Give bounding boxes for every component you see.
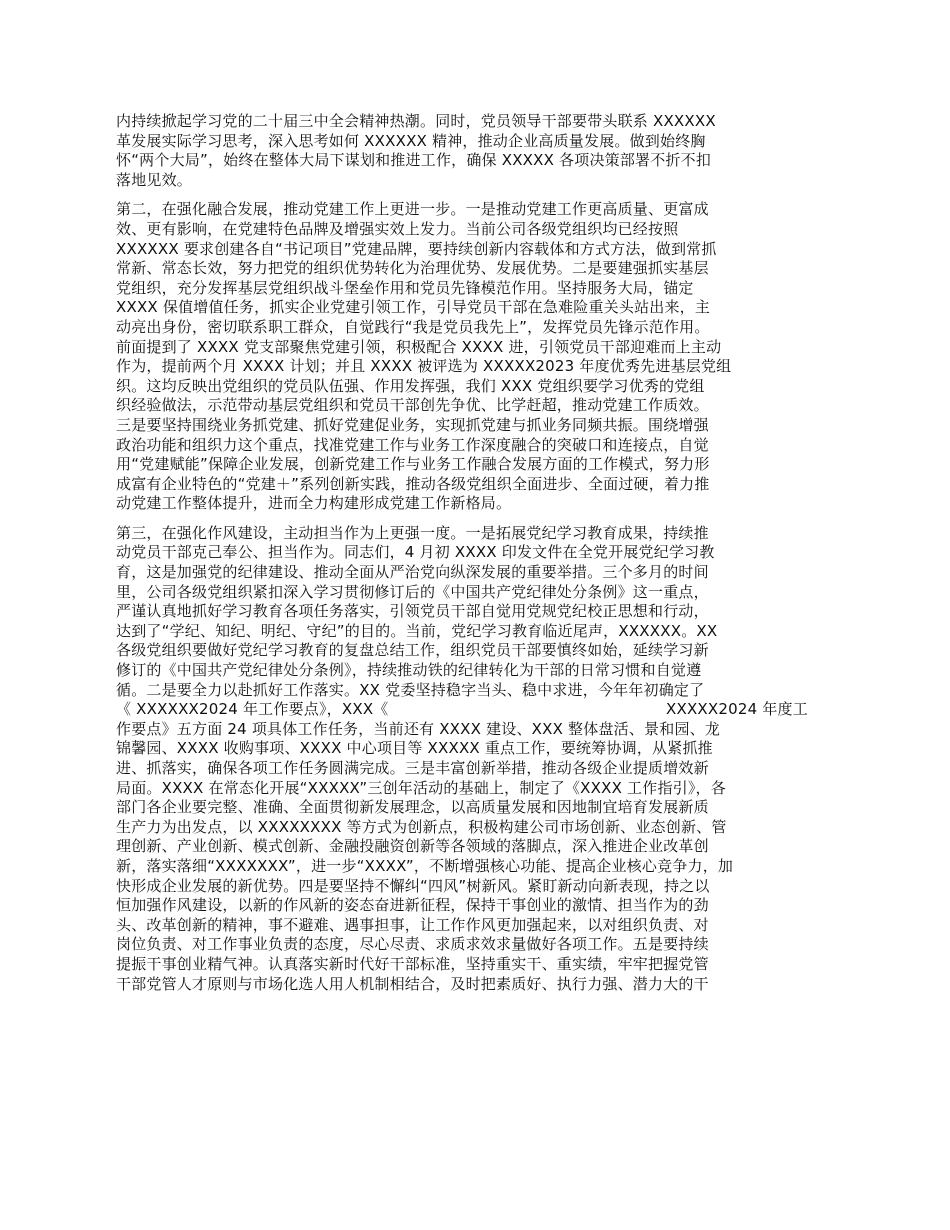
text-line: 政治功能和组织力这个重点，找准党建工作与业务工作深度融合的突破口和连接点，自觉 — [116, 435, 709, 454]
text-line: 干部党管人才原则与市场化选人用人机制相结合，及时把素质好、执行力强、潜力大的干 — [116, 974, 709, 993]
text-line: 织经验做法，示范带动基层党组织和党员干部创先争优、比学赶超，推动党建工作质效。 — [116, 396, 709, 415]
text-line-tail: XXXXX2024 年度工 — [666, 700, 808, 719]
text-line: 动党建工作整体提升，进而全力构建形成党建工作新格局。 — [116, 494, 512, 513]
text-line: 作为，提前两个月 XXXX 计划；并且 XXXX 被评选为 XXXXX2023 年度优秀先进基层党组 — [116, 357, 732, 376]
text-line: 岗位负责、对工作事业负责的态度，尽心尽责、求质求效求量做好各项工作。五是要持续 — [116, 935, 709, 954]
text-line: 第二，在强化融合发展，推动党建工作上更进一步。一是推动党建工作更高质量、更富成 — [116, 200, 709, 219]
text-line: 织。这均反映出党组织的党员队伍强、作用发挥强，我们 XXX 党组织要学习优秀的党组 — [116, 376, 705, 395]
text-line: 理创新、产业创新、模式创新、金融投融资创新等各领域的落脚点，深入推进企业改革创 — [116, 837, 709, 856]
text-line-head: 《 XXXXXX2024 年工作要点》，XXX《 — [116, 700, 389, 719]
text-line: 常新、常态长效，努力把党的组织优势转化为治理优势、发展优势。二是要建强抓实基层 — [116, 259, 709, 278]
text-line: 循。二是要全力以赴抓好工作落实。XX 党委坚持稳字当头、稳中求进，今年年初确定了 — [116, 680, 705, 699]
text-line: 育，这是加强党的纪律建设、推动全面从严治党向纵深发展的重要举措。三个多月的时间 — [116, 563, 709, 582]
text-line: 各级党组织要做好党纪学习教育的复盘总结工作，组织党员干部要慎终如始，延续学习新 — [116, 641, 709, 660]
paragraph-3 — [116, 524, 836, 994]
text-line: 第三，在强化作风建设，主动担当作为上更强一度。一是拓展党纪学习教育成果，持续推 — [116, 523, 709, 542]
text-line: XXXX 保值增值任务，抓实企业党建引领工作，引导党员干部在急难险重关头站出来，主 — [116, 298, 711, 317]
text-line: 锦馨园、XXXX 收购事项、XXXX 中心项目等 XXXXX 重点工作，要统筹协调，从紧抓推 — [116, 739, 713, 758]
text-line: 落地见效。 — [116, 170, 193, 189]
text-line: 内持续掀起学习党的二十届三中全会精神热潮。同时，党员领导干部要带头联系 XXXXXX — [116, 112, 716, 130]
text-line: 头、改革创新的精神，事不避难、遇事担事，让工作作风更加强起来，以对组织负责、对 — [116, 915, 709, 934]
text-line: 生产力为出发点，以 XXXXXXXX 等方式为创新点，积极构建公司市场创新、业态创新、管 — [116, 817, 727, 836]
text-line: 严谨认真地抓好学习教育各项任务落实，引领党员干部自觉用党规党纪校正思想和行动， — [116, 602, 709, 621]
text-line: 党组织，充分发挥基层党组织战斗堡垒作用和党员先锋模范作用。坚持服务大局，锚定 — [116, 278, 694, 297]
text-line: 效、更有影响，在党建特色品牌及增强实效上发力。当前公司各级党组织均已经按照 — [116, 219, 679, 238]
text-line: 动党员干部克己奉公、担当作为。同志们，4 月初 XXXX 印发文件在全党开展党纪学习教 — [116, 543, 715, 562]
text-line: 动亮出身份，密切联系职工群众，自觉践行“我是党员我先上”，发挥党员先锋示范作用。 — [116, 317, 710, 336]
text-line: 提振干事创业精气神。认真落实新时代好干部标准，坚持重实干、重实绩，牢牢把握党管 — [116, 954, 709, 973]
text-line: XXXXXX 要求创建各自“书记项目”党建品牌，要持续创新内容载体和方式方法，做到常抓 — [116, 239, 717, 258]
text-line: 革发展实际学习思考，深入思考如何 XXXXXX 精神，推动企业高质量发展。做到始终胸 — [116, 131, 706, 150]
text-line: 进、抓落实，确保各项工作任务圆满完成。三是丰富创新举措，推动各级企业提质增效新 — [116, 759, 709, 777]
text-line: 部门各企业要完整、准确、全面贯彻新发展理念，以高质量发展和因地制宜培育发展新质 — [116, 798, 709, 817]
text-line: 用“党建赋能”保障企业发展，创新党建工作与业务工作融合发展方面的工作模式，努力形 — [116, 455, 710, 474]
paragraph-1 — [116, 112, 836, 190]
text-line: 新，落实落细“XXXXXXX”，进一步“XXXX”，不断增强核心功能、提高企业核心竞争力，加 — [116, 856, 734, 875]
text-line: 前面提到了 XXXX 党支部聚焦党建引领，积极配合 XXXX 进，引领党员干部迎难而上主动 — [116, 337, 722, 356]
text-line: 三是要坚持围绕业务抓党建、抓好党建促业务，实现抓党建与抓业务同频共振。围绕增强 — [116, 415, 709, 434]
document-page — [116, 112, 836, 994]
text-line: 恒加强作风建设，以新的作风新的姿态奋进新征程，保持干事创业的激情、担当作为的劲 — [116, 896, 709, 915]
text-line: 怀“两个大局”，始终在整体大局下谋划和推进工作，确保 XXXXX 各项决策部署不折不扣 — [116, 151, 712, 170]
text-line: 作要点》五方面 24 项具体工作任务，当前还有 XXXX 建设、XXX 整体盘活、景和园、龙 — [116, 719, 721, 738]
text-line-split — [116, 700, 836, 720]
paragraph-2 — [116, 200, 836, 514]
text-line: 修订的《中国共产党纪律处分条例》，持续推动铁的纪律转化为干部的日常习惯和自觉遵 — [116, 661, 702, 680]
text-line: 局面。XXXX 在常态化开展“XXXXX”三创年活动的基础上，制定了《XXXX 工作指引》，各 — [116, 778, 726, 797]
text-line: 达到了“学纪、知纪、明纪、守纪”的目的。当前，党纪学习教育临近尾声，XXXXXX。XX — [116, 621, 718, 640]
text-line: 里，公司各级党组织紧扣深入学习贯彻修订后的《中国共产党纪律处分条例》这一重点， — [116, 582, 709, 601]
text-line: 快形成企业发展的新优势。四是要坚持不懈纠“四风”树新风。紧盯新动向新表现，持之以 — [116, 876, 710, 895]
text-line: 成富有企业特色的“党建＋”系列创新实践，推动各级党组织全面进步、全面过硬，着力推 — [116, 474, 710, 493]
